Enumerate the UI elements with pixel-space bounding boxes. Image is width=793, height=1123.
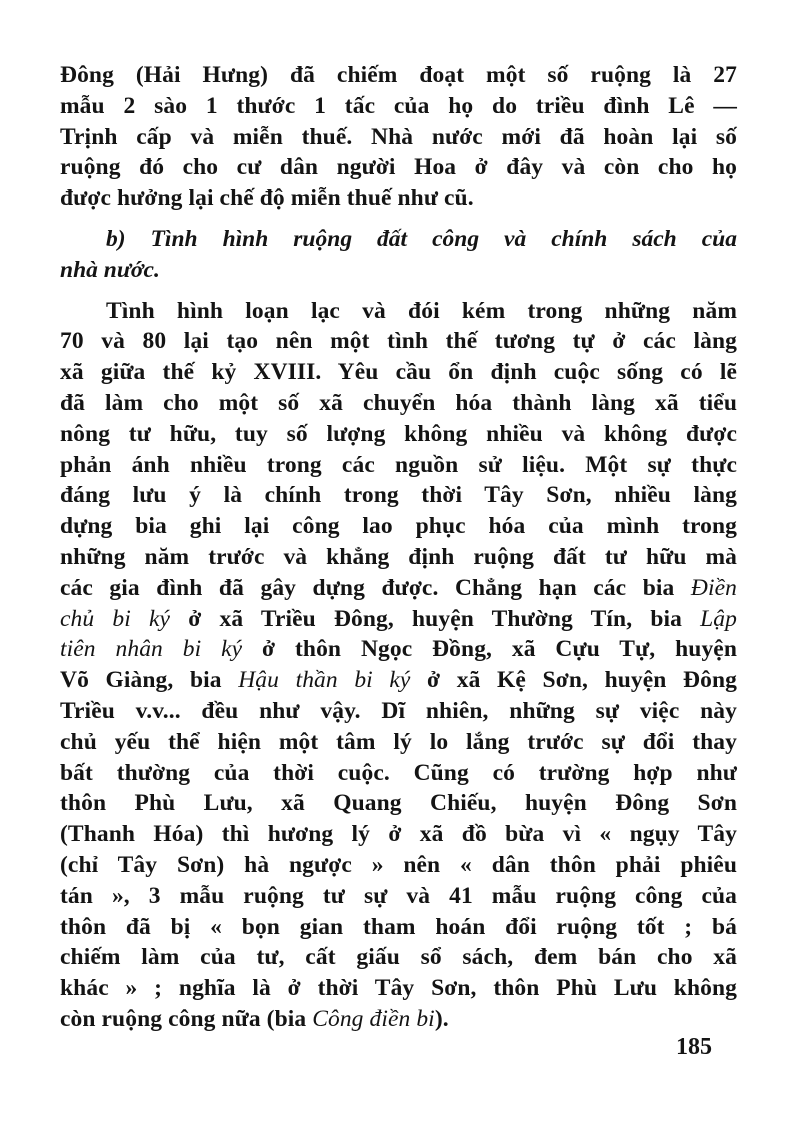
text-line: xã giữa thế kỷ XVIII. Yêu cầu ổn định cuộc sống có lẽ <box>60 359 737 386</box>
text-line: mẫu 2 sào 1 thước 1 tấc của họ do triều đình Lê — <box>60 92 737 119</box>
text-line: khác » ; nghĩa là ở thời Tây Sơn, thôn Phù Lưu không <box>60 975 737 1002</box>
paragraph-1 <box>60 60 737 214</box>
text-line: ruộng đó cho cư dân người Hoa ở đây và còn cho họ <box>60 154 737 181</box>
text-line: phản ánh nhiều trong các nguồn sử liệu. Một sự thực <box>60 451 737 478</box>
text-line: nông tư hữu, tuy số lượng không nhiều và không được <box>60 420 737 447</box>
text-line: thôn đã bị « bọn gian tham hoán đổi ruộng tốt ; bá <box>60 913 737 940</box>
text-line: tán », 3 mẫu ruộng tư sự và 41 mẫu ruộng công của <box>60 882 737 909</box>
text-line: được hưởng lại chế độ miễn thuế như cũ. <box>60 185 474 212</box>
text-line <box>60 634 737 665</box>
stele-title: Lập <box>700 605 737 632</box>
text-line: (Thanh Hóa) thì hương lý ở xã đồ bừa vì « ngụy Tây <box>60 821 737 848</box>
text-span: các gia đình đã gây dựng được. Chẳng hạn các bia <box>60 574 691 601</box>
page-body <box>60 60 737 1035</box>
text-line: dựng bia ghi lại công lao phục hóa của mình trong <box>60 513 737 540</box>
stele-title: chủ bi ký <box>60 605 171 632</box>
text-line: Triều v.v... đều như vậy. Dĩ nhiên, những sự việc này <box>60 697 737 724</box>
stele-title: Hậu thần bi ký <box>238 667 411 694</box>
stele-title: Công điền bi <box>312 1005 435 1032</box>
text-line: (chỉ Tây Sơn) hà ngược » nên « dân thôn phải phiêu <box>60 851 737 878</box>
paragraph-2 <box>60 296 737 1035</box>
text-line <box>60 665 737 696</box>
text-span: Võ Giàng, bia <box>60 667 239 694</box>
text-line: chủ yếu thể hiện một tâm lý lo lắng trước sự đổi thay <box>60 728 737 755</box>
section-heading <box>60 224 737 286</box>
text-line <box>60 573 737 604</box>
text-line: 70 và 80 lại tạo nên một tình thế tương tự ở các làng <box>60 328 737 355</box>
text-line: Đông (Hải Hưng) đã chiếm đoạt một số ruộng là 27 <box>60 62 737 88</box>
text-line: đã làm cho một số xã chuyển hóa thành làng xã tiểu <box>60 389 737 416</box>
text-span: ở thôn Ngọc Đồng, xã Cựu Tự, huyện <box>242 636 737 663</box>
heading-line: nhà nước. <box>60 256 160 283</box>
text-span: ở xã Triều Đông, huyện Thường Tín, bia <box>170 605 701 632</box>
text-line: những năm trước và khẳng định ruộng đất tư hữu mà <box>60 543 737 570</box>
text-line: Trịnh cấp và miễn thuế. Nhà nước mới đã hoàn lại số <box>60 123 737 150</box>
heading-line: b) Tình hình ruộng đất công và chính sách của <box>106 225 737 252</box>
text-line: Tình hình loạn lạc và đói kém trong những năm <box>106 297 737 324</box>
text-line <box>60 1004 737 1035</box>
text-line <box>60 604 737 635</box>
text-line: đáng lưu ý là chính trong thời Tây Sơn, nhiều làng <box>60 482 737 509</box>
text-span: ở xã Kệ Sơn, huyện Đông <box>410 667 737 694</box>
text-line: thôn Phù Lưu, xã Quang Chiếu, huyện Đông Sơn <box>60 790 737 817</box>
stele-title: Điền <box>690 574 737 601</box>
text-span: ). <box>434 1005 449 1032</box>
text-line: bất thường của thời cuộc. Cũng có trường hợp như <box>60 759 737 786</box>
text-span: còn ruộng công nữa (bia <box>60 1005 313 1032</box>
stele-title: tiên nhân bi ký <box>60 636 243 663</box>
page-number: 185 <box>676 1034 712 1060</box>
text-line: chiếm làm của tư, cất giấu sổ sách, đem bán cho xã <box>60 944 737 971</box>
